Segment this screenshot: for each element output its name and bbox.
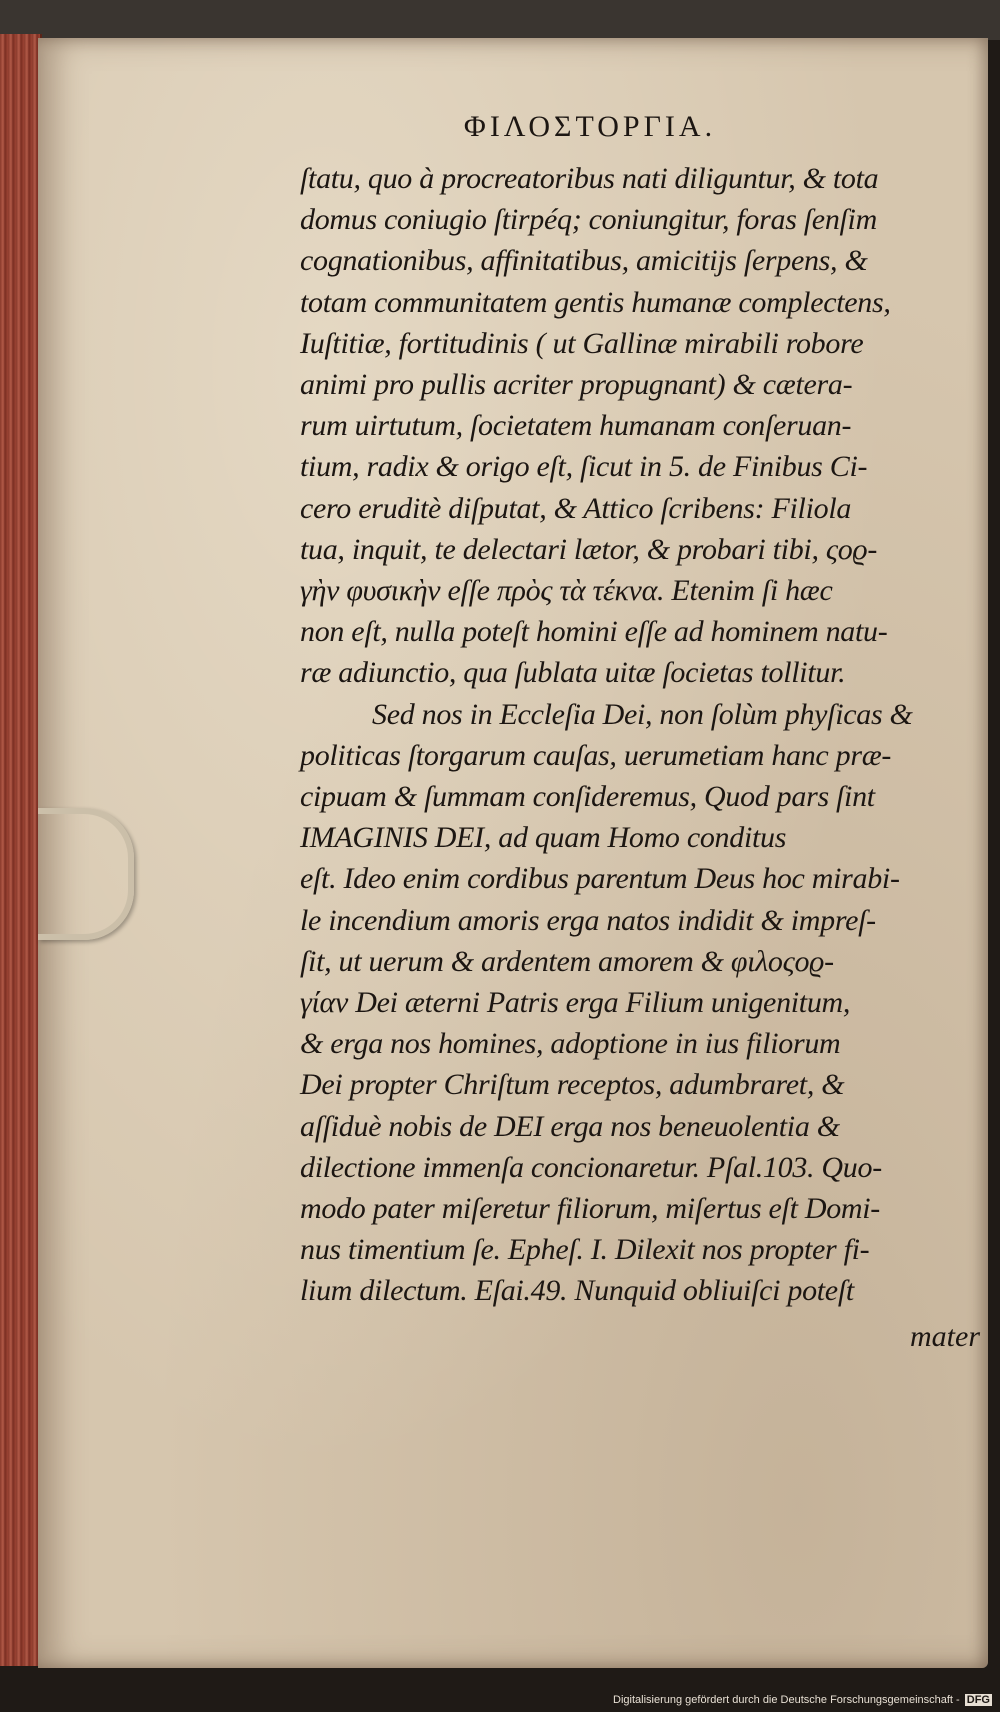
text-line: lium dilectum. Eſai.49. Nunquid obliuiſci poteſt bbox=[300, 1274, 854, 1308]
text-line: tua, inquit, te delectari lætor, & probari tibi, ςοϱ- bbox=[300, 532, 878, 566]
text-line: ſtatu, quo à procreatoribus nati diliguntur, & tota bbox=[300, 162, 879, 195]
text-line: Sed nos in Eccleſia Dei, non ſolùm phyſicas & bbox=[372, 697, 913, 731]
text-line: Iuſtitiæ, fortitudinis ( ut Gallinæ mirabili robore bbox=[300, 326, 864, 360]
dfg-logo: DFG bbox=[966, 1694, 990, 1706]
text-lines bbox=[300, 158, 990, 1312]
catchword: mater bbox=[910, 1319, 980, 1353]
text-line: rum uirtutum, ſocietatem humanam conſeruan- bbox=[300, 409, 852, 443]
footer-text: Digitalisierung gefördert durch die Deutsche Forschungsgemeinschaft - bbox=[613, 1694, 960, 1706]
text-line: ræ adiunctio, qua ſublata uitæ ſocietas tollitur. bbox=[300, 656, 846, 690]
text-line: cipuam & ſummam conſideremus, Quod pars ſint bbox=[300, 780, 875, 814]
text-line: tium, radix & origo eſt, ſicut in 5. de Finibus Ci- bbox=[300, 450, 868, 484]
text-line: cero eruditè diſputat, & Attico ſcribens: Filiola bbox=[300, 491, 852, 525]
text-line: modo pater miſeretur filiorum, miſertus eſt Domi- bbox=[300, 1192, 880, 1226]
text-line: domus coniugio ſtirpéq; coniungitur, foras ſenſim bbox=[300, 203, 877, 237]
text-line: ſit, ut uerum & ardentem amorem & φιλοςοϱ- bbox=[300, 944, 834, 978]
text-line: animi pro pullis acriter propugnant) & cætera- bbox=[300, 368, 853, 402]
digitization-footer bbox=[613, 1694, 992, 1706]
text-line: IMAGINIS DEI, ad quam Homo conditus bbox=[300, 821, 787, 855]
text-line: totam communitatem gentis humanæ complectens, bbox=[300, 285, 891, 319]
book-page-edge bbox=[0, 34, 42, 1666]
scanner-top-bar bbox=[0, 0, 1000, 40]
text-line: politicas ſtorgarum cauſas, uerumetiam hanc præ- bbox=[300, 738, 892, 772]
text-line: Dei propter Chriſtum receptos, adumbraret, & bbox=[300, 1068, 845, 1102]
text-line: nus timentium ſe. Epheſ. I. Dilexit nos propter fi- bbox=[300, 1233, 870, 1267]
text-line: aſſiduè nobis de DEI erga nos beneuolentia & bbox=[300, 1109, 840, 1143]
text-line: cognationibus, affinitatibus, amicitijs ſerpens, & bbox=[300, 244, 868, 278]
text-line: dilectione immenſa concionaretur. Pſal.103. Quo- bbox=[300, 1150, 882, 1184]
text-line: eſt. Ideo enim cordibus parentum Deus hoc mirabi- bbox=[300, 862, 900, 896]
text-line: & erga nos homines, adoptione in ius filiorum bbox=[300, 1027, 841, 1061]
page-text bbox=[300, 110, 990, 1357]
running-header: ΦΙΛΟΣΤΟΡΓΙΑ. bbox=[463, 110, 717, 143]
text-line: non eſt, nulla poteſt homini eſſe ad hominem natu- bbox=[300, 615, 888, 649]
text-line: γὴν φυσικὴν eſſe πρὸς τὰ τέκνα. Etenim ſi hæc bbox=[300, 574, 833, 608]
text-line: γίαν Dei æterni Patris erga Filium unigenitum, bbox=[300, 986, 851, 1020]
page-clip bbox=[38, 808, 134, 940]
text-line: le incendium amoris erga natos indidit & impreſ- bbox=[300, 903, 876, 937]
